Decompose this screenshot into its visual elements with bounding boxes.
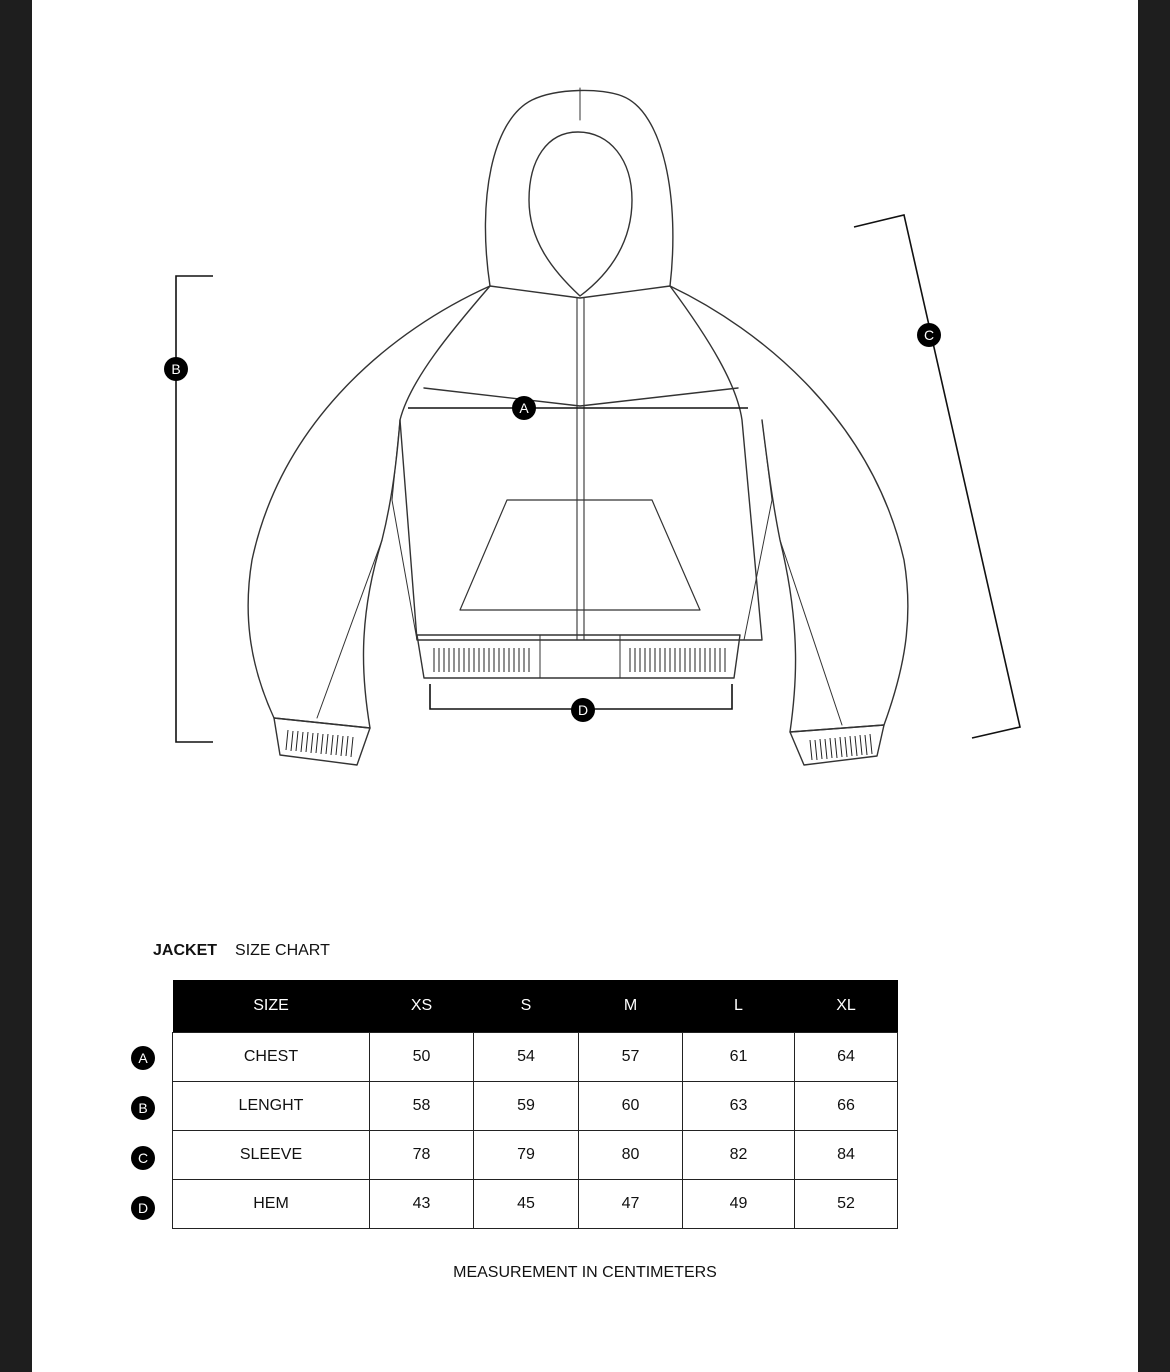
sleeve-bracket: [854, 215, 1020, 738]
right-sleeve: [670, 286, 908, 732]
size-table: [172, 980, 898, 1229]
table-row-hem: [173, 1180, 898, 1229]
table-cell: 64: [795, 1033, 898, 1082]
table-cell: 47: [579, 1180, 683, 1229]
table-row-sleeve: [173, 1131, 898, 1180]
row-label: SLEEVE: [173, 1131, 370, 1180]
hood-outline: [485, 90, 672, 286]
table-cell: 78: [370, 1131, 474, 1180]
table-cell: 58: [370, 1082, 474, 1131]
header-l: L: [683, 980, 795, 1033]
jacket-body: [400, 286, 762, 640]
length-bracket: [176, 276, 213, 742]
table-cell: 61: [683, 1033, 795, 1082]
row-marker-d: D: [131, 1196, 155, 1220]
svg-text:C: C: [923, 327, 935, 343]
table-cell: 82: [683, 1131, 795, 1180]
row-marker-a: A: [131, 1046, 155, 1070]
size-chart-heading: [153, 942, 330, 960]
header-size: SIZE: [173, 980, 370, 1033]
size-chart-label: SIZE CHART: [235, 942, 330, 959]
table-row-length: [173, 1082, 898, 1131]
table-cell: 59: [474, 1082, 579, 1131]
marker-a: [512, 396, 536, 420]
row-marker-b: B: [131, 1096, 155, 1120]
marker-d: [571, 698, 595, 722]
jacket-technical-drawing: [32, 0, 1138, 820]
table-cell: 43: [370, 1180, 474, 1229]
table-cell: 45: [474, 1180, 579, 1229]
svg-text:D: D: [577, 702, 589, 718]
row-marker-c: C: [131, 1146, 155, 1170]
header-s: S: [474, 980, 579, 1033]
table-row-chest: [173, 1033, 898, 1082]
table-cell: 63: [683, 1082, 795, 1131]
table-cell: 57: [579, 1033, 683, 1082]
product-name: JACKET: [153, 942, 218, 959]
table-header-row: [173, 980, 898, 1033]
table-cell: 66: [795, 1082, 898, 1131]
table-cell: 84: [795, 1131, 898, 1180]
table-cell: 80: [579, 1131, 683, 1180]
row-label: LENGHT: [173, 1082, 370, 1131]
marker-b: [164, 357, 188, 381]
svg-text:A: A: [519, 400, 529, 416]
header-m: M: [579, 980, 683, 1033]
table-cell: 60: [579, 1082, 683, 1131]
kangaroo-pocket: [460, 500, 700, 610]
zipper: [577, 298, 584, 640]
header-xs: XS: [370, 980, 474, 1033]
table-cell: 49: [683, 1180, 795, 1229]
row-label: CHEST: [173, 1033, 370, 1082]
size-chart-page: [32, 0, 1138, 1372]
table-cell: 52: [795, 1180, 898, 1229]
svg-text:B: B: [171, 361, 181, 377]
table-cell: 50: [370, 1033, 474, 1082]
row-label: HEM: [173, 1180, 370, 1229]
marker-c: [917, 323, 941, 347]
measurement-note: MEASUREMENT IN CENTIMETERS: [453, 1264, 717, 1281]
hood-opening: [529, 132, 632, 296]
header-xl: XL: [795, 980, 898, 1033]
table-cell: 54: [474, 1033, 579, 1082]
hem-band: [417, 635, 740, 678]
table-cell: 79: [474, 1131, 579, 1180]
right-cuff: [790, 725, 884, 765]
